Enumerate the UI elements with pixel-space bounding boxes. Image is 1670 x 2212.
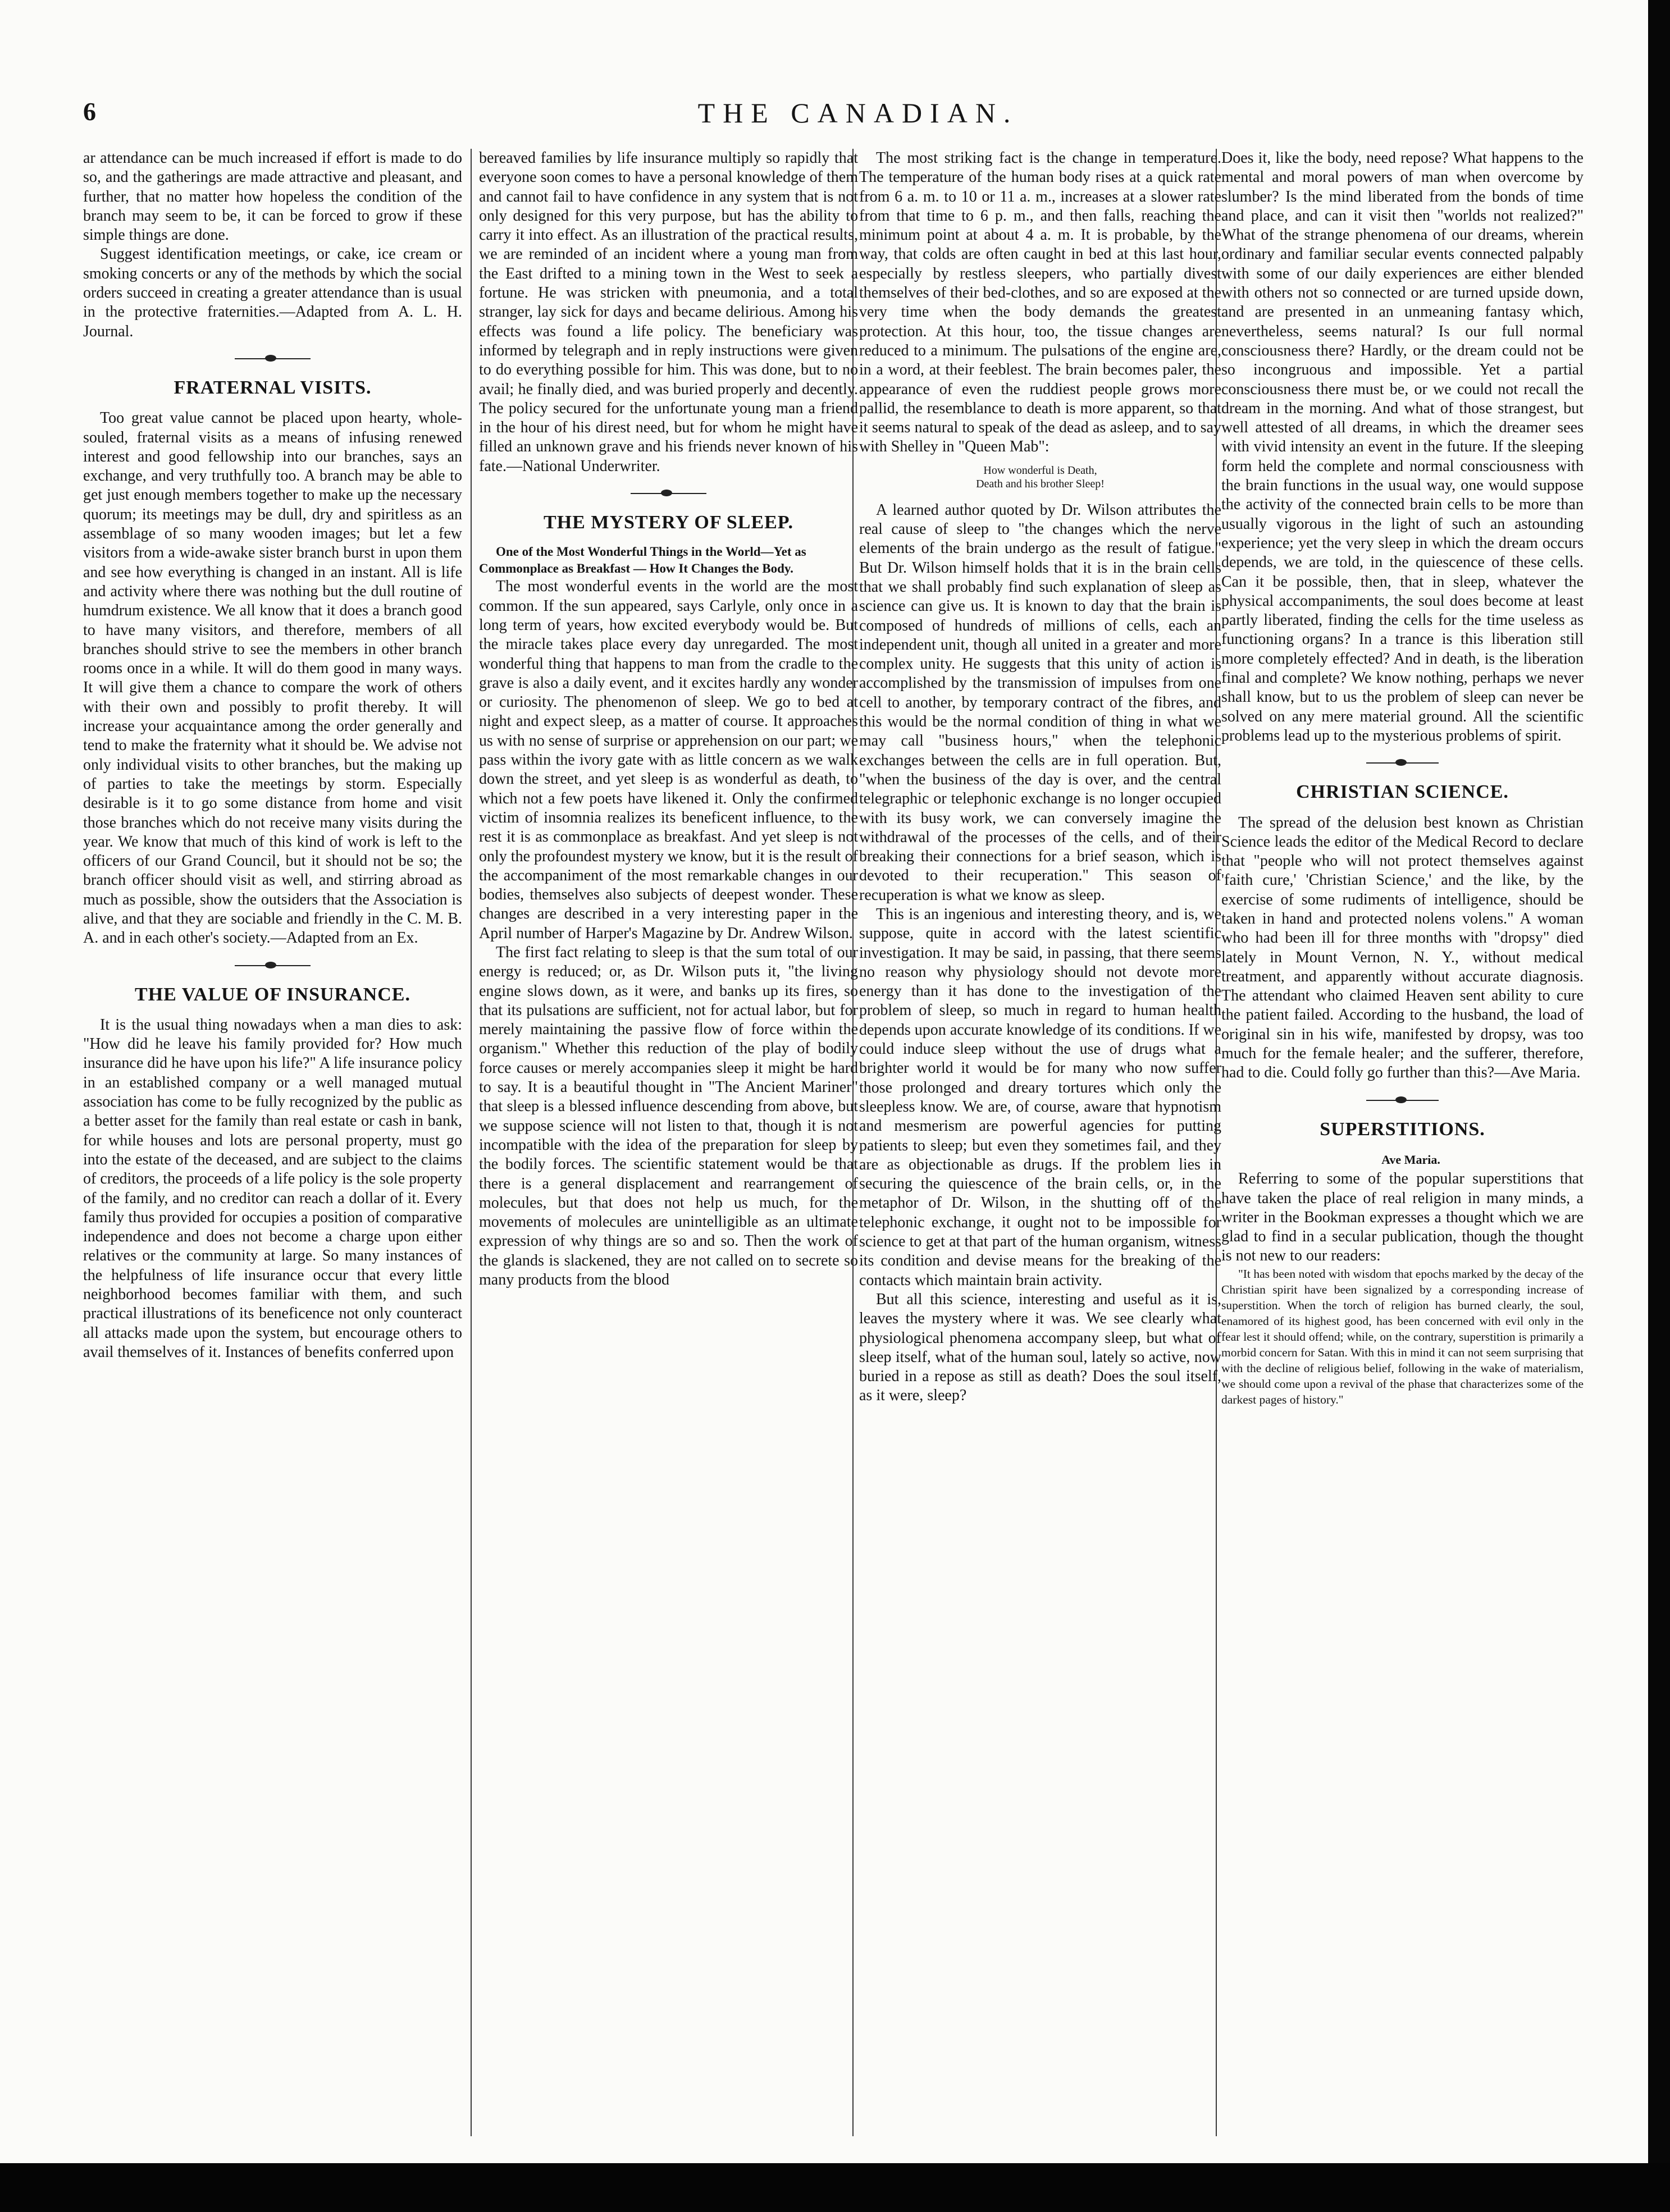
scan-edge-bottom — [0, 2163, 1670, 2212]
article-title-value-of-insurance: THE VALUE OF INSURANCE. — [135, 984, 410, 1005]
paragraph: bereaved families by life insurance multiply so rapidly that everyone soon comes to have a personal knowledge of them and cannot fail to have confidence in any system that is not only designed for this very purpose, but has the ability to carry it into effect. As an illustration of the practical results, we are reminded of an incident where a young man from the East drifted to a mining town in the West to seek a fortune. He was stricken with pneumonia, and a total stranger, lay sick for days and became delirious. Among his effects was found a life policy. The beneficiary was informed by telegraph and in reply instructions were given to do everything possible for him. This was done, but to no avail; he finally died, and was buried properly and decently. The policy secured for the unfortunate young man a friend in the hour of his direst need, but for whom he might have filled an unknown grave and his friends never known of his fate.—National Underwriter. — [479, 149, 858, 475]
paragraph: Does it, like the body, need repose? What happens to the mental and moral powers of man when overcome by slumber? Is the mind liberated from the bonds of time and place, and can it visit then "worlds not realized?" What of the strange phenomena of our dreams, wherein ordinary and familiar secular events connected palpably with some of our daily experiences are either blended with others not so connected or are turned upside down, and are presented in an unmeaning fantasy which, nevertheless, seems natural? Is our full normal consciousness there? Hardly, or the dream could not be so incongruous and impossible. Yet a partial consciousness there must be, or we could not recall the dream in the morning. And what of those strangest, but well attested of all dreams, in which the dreamer sees with vivid intensity an event in the future. If the sleeping form held the complete and normal consciousness with the brain functions in the usual way, one would suppose the activity of the connected brain cells to be more than usually vigorous in the light of such an astounding experience; yet the very sleep in which the dream occurs depends, we are told, in the quiescence of these cells. Can it be possible, then, that in sleep, whatever the physical accompaniments, the soul does become at least partly liberated, finding the cells for the time useless as functioning organs? In a trance is this liberation still more completely effected? And in death, is the liberation final and complete? We know nothing, perhaps we never shall know, but to us the problem of sleep can never be solved on any mere material ground. All the scientific problems lead up to the mysterious problems of spirit. — [1221, 149, 1584, 744]
column-1 — [83, 149, 462, 2147]
section-divider — [83, 961, 462, 971]
article-subheading: One of the Most Wonderful Things in the World—Yet as Commonplace as Breakfast — How It Changes the Body. — [479, 545, 806, 576]
section-divider — [83, 354, 462, 364]
column-rule — [471, 149, 472, 2136]
verse-line: How wonderful is Death, — [983, 464, 1097, 477]
page-number: 6 — [83, 97, 96, 126]
paragraph: A learned author quoted by Dr. Wilson attributes the real cause of sleep to "the changes which the nerve elements of the brain undergo as the result of fatigue." But Dr. Wilson himself holds that it is in the brain cells that we shall probably find such explanation of sleep as science can give us. It is known to day that the brain is composed of hundreds of millions of cells, each an independent unit, though all united in a greater and more complex unity. He suggests that this unity of action is accomplished by the transmission of impulses from one cell to another, by temporary contract of the fibres, and this would be the normal condition of thing in what we may call "business hours," when the telephonic exchanges between the cells are in full operation. But, "when the business of the day is over, and the central telegraphic or telephonic exchange is no longer occupied with its busy work, we can conversely imagine the withdrawal of the processes of the cells, and of their breaking their connections for a brief season, which is devoted to their recuperation." This season of recuperation is what we know as sleep. — [859, 501, 1221, 904]
verse-quote — [859, 464, 1221, 491]
paragraph: It is the usual thing nowadays when a man dies to ask: "How did he leave his family provided for? How much insurance did he have upon his life?" A life insurance policy in an established company or a well managed mutual association has come to be fully recognized by the public as a better asset for the family than real estate or cash in bank, for while houses and lots are personal property, must go into the estate of the deceased, and are subject to the claims of creditors, the proceeds of a life policy is the sole property of the family, and no creditor can reach a dollar of it. Every family thus provided for occupies a position of comparative independence and does not become a charge upon either relatives or the community at large. So many instances of the helpfulness of life insurance occur that every little neighborhood becomes familiar with them, and such practical illustrations of its beneficence not only counteract all attacks made upon the system, but encourage others to avail themselves of it. Instances of benefits conferred upon — [83, 1016, 462, 1361]
paragraph: ar attendance can be much increased if effort is made to do so, and the gatherings are made attractive and pleasant, and further, that no matter how hopeless the condition of the branch may seem to be, it can be forced to grow if these simple things are done. — [83, 149, 462, 244]
paragraph: Too great value cannot be placed upon hearty, whole-souled, fraternal visits as a means of infusing renewed interest and good fellowship into our branches, says an exchange, and very truthfully too. A branch may be able to get just enough members together to make up the necessary quorum; its meetings may be dull, dry and spiritless as an assemblage of so many wooden images; but let a few visitors from a wide-awake sister branch burst in upon them and see how everything is changed in an instant. All is life and activity where there was nothing but the dull routine of humdrum existence. We all know that it does a branch good to have many visitors, and therefore, members of all branches should strive to see the members in other branch rooms once in a while. It will do them good in many ways. It will give them a chance to compare the work of others with their own and possibly to profit thereby. It will increase your acquaintance among the order generally and tend to make the fraternity what it should be. We advise not only individual visits to other branches, but the making up of parties to take the meetings by storm. Especially desirable is it to go some distance from home and visit those branches which do not receive many visits during the year. We know that much of this kind of work is left to the officers of our Grand Council, but it should not be so; the branch officer should visit as well, and stirring abroad as much as possible, show the outsiders that the Association is alive, and that they are sociable and friendly in the C. M. B. A. and in each other's society.—Adapted from an Ex. — [83, 409, 462, 947]
section-divider — [1221, 1095, 1584, 1105]
column-3 — [859, 149, 1221, 2147]
paragraph: Referring to some of the popular superstitions that have taken the place of real religion in many minds, a writer in the Bookman expresses a thought which we are glad to find in a secular publication, though the thought is not new to our readers: — [1221, 1170, 1584, 1265]
section-divider — [1221, 758, 1584, 768]
section-divider — [479, 488, 858, 499]
column-4 — [1221, 149, 1584, 2147]
scan-edge-right — [1648, 0, 1670, 2212]
paragraph: The most striking fact is the change in temperature. The temperature of the human body rises at a quick rate from 6 a. m. to 10 or 11 a. m., increases at a slower rate from that time to 6 p. m., and then falls, reaching the minimum point at about 4 a. m. It is probable, by the way, that colds are often caught in bed at this last hour, especially by restless sleepers, who partially divest themselves of their bed-clothes, and so are exposed at the very time when the body demands the greatest protection. At this hour, too, the tissue changes are reduced to a minimum. The pulsations of the engine are, in a word, at their feeblest. The brain becomes paler, the appearance of even the ruddiest people grows more pallid, the resemblance to death is more apparent, so that it seems natural to speak of the dead as asleep, and to say with Shelley in "Queen Mab": — [859, 149, 1221, 456]
article-byline: Ave Maria. — [1381, 1152, 1440, 1167]
article-title-fraternal-visits: FRATERNAL VISITS. — [174, 377, 372, 398]
paragraph: The most wonderful events in the world are the most common. If the sun appeared, says Carlyle, only once in a long term of years, how excited everybody would be. But the miracle takes place every day unregarded. The most wonderful thing that happens to man from the cradle to the grave is also a daily event, and it excites hardly any wonder or curiosity. The phenomenon of sleep. We go to bed at night and expect sleep, as a matter of course. It approaches us with no sense of surprise or apprehension on our part; we pass within the ivory gate with as little concern as we walk down the street, and yet sleep is as wonderful as death, to which not a few poets have likened it. Only the confirmed victim of insomnia realizes its beneficent influence, to the rest it is as commonplace as breakfast. And yet sleep is not only the profoundest mystery we know, but it is the result of the accompaniment of the most remarkable changes in our bodies, themselves also subjects of deepest wonder. These changes are described in a very interesting paper in the April number of Harper's Magazine by Dr. Andrew Wilson. — [479, 578, 858, 942]
article-title-superstitions: SUPERSTITIONS. — [1320, 1118, 1485, 1140]
paragraph: But all this science, interesting and useful as it is, leaves the mystery where it was. We see clearly what physiological phenomena accompany sleep, but what of sleep itself, what of the human soul, lately so active, now buried in a repose as still as death? Does the soul itself, as it were, sleep? — [859, 1290, 1221, 1405]
masthead-title: THE CANADIAN. — [697, 97, 1019, 129]
article-title-christian-science: CHRISTIAN SCIENCE. — [1296, 781, 1509, 803]
paragraph: This is an ingenious and interesting theory, and is, we suppose, quite in accord with the latest scientific investigation. It may be said, in passing, that there seems no reason why physiology should not devote more energy than it has done to the investigation of the problem of sleep, so much in regard to human health depends upon accurate knowledge of its conditions. If we could induce sleep without the use of drugs what a brighter world it would be for many who now suffer those prolonged and dreary tortures which only the sleepless know. We are, of course, aware that hypnotism and mesmerism are powerful agencies for putting patients to sleep; but even they sometimes fail, and they are as objectionable as drugs. If the problem lies in securing the quiescence of the brain cells, or, in the metaphor of Dr. Wilson, in the shutting off of the telephonic exchange, it ought not to be impossible for science to get at that part of the human organism, witness its condition and devise means for the breaking of the contacts which maintain brain activity. — [859, 905, 1221, 1289]
block-quote: "It has been noted with wisdom that epochs marked by the decay of the Christian spirit have been signalized by a corresponding increase of superstition. When the torch of religion has burned clearly, the soul, enamored of its highest good, has been concerned with evil only in the fear lest it should offend; while, on the contrary, superstition is primarily a morbid concern for Satan. With this in mind it can not seem surprising that with the decline of religious belief, following in the wake of materialism, we should come upon a revival of the phase that characterizes some of the darkest pages of history." — [1221, 1267, 1584, 1406]
column-2 — [479, 149, 858, 2147]
paragraph: Suggest identification meetings, or cake, ice cream or smoking concerts or any of the methods by which the social orders succeed in creating a greater attendance than is usual in the protective fraternities.—Adapted from A. L. H. Journal. — [83, 245, 462, 340]
article-title-mystery-of-sleep: THE MYSTERY OF SLEEP. — [544, 512, 793, 533]
paragraph: The spread of the delusion best known as Christian Science leads the editor of the Medical Record to declare that "people who will not protect themselves against 'faith cure,' 'Christian Science,' and the like, by the exercise of some rudiments of intelligence, should be taken in hand and protected nolens volens." A woman who had been ill for three months with "dropsy" died lately in Mount Vernon, N. Y., without medical treatment, and apparently without accurate diagnosis. The attendant who claimed Heaven sent ability to cure the patient failed. According to the husband, the load of original sin in his wife, manifested by dropsy, was too much for the female healer; and the sufferer, therefore, had to die. Could folly go further than this?—Ave Maria. — [1221, 813, 1584, 1082]
verse-line: Death and his brother Sleep! — [976, 477, 1105, 490]
paragraph: The first fact relating to sleep is that the sum total of our energy is reduced; or, as Dr. Wilson puts it, "the living engine slows down, as it were, and banks up its fires, so that its pulsations are sufficient, not for actual labor, but for merely maintaining the passive flow of force within the organism." Whether this reduction of the play of bodily force causes or merely accompanies sleep it might be hard to say. It is a beautiful thought in "The Ancient Mariner" that sleep is a blessed influence descending from above, but we suppose science will not listen to that, though it is not incompatible with the idea of the preparation for sleep by the bodily forces. The scientific statement would be that there is a general displacement and rearrangement of molecules, but that does not help us much, for the movements of molecules are unintelligible as an ultimate expression of why things are so and so. Then the work of the glands is slackened, they are not called on to secrete so many products from the blood — [479, 943, 858, 1289]
page-header — [83, 97, 1633, 141]
